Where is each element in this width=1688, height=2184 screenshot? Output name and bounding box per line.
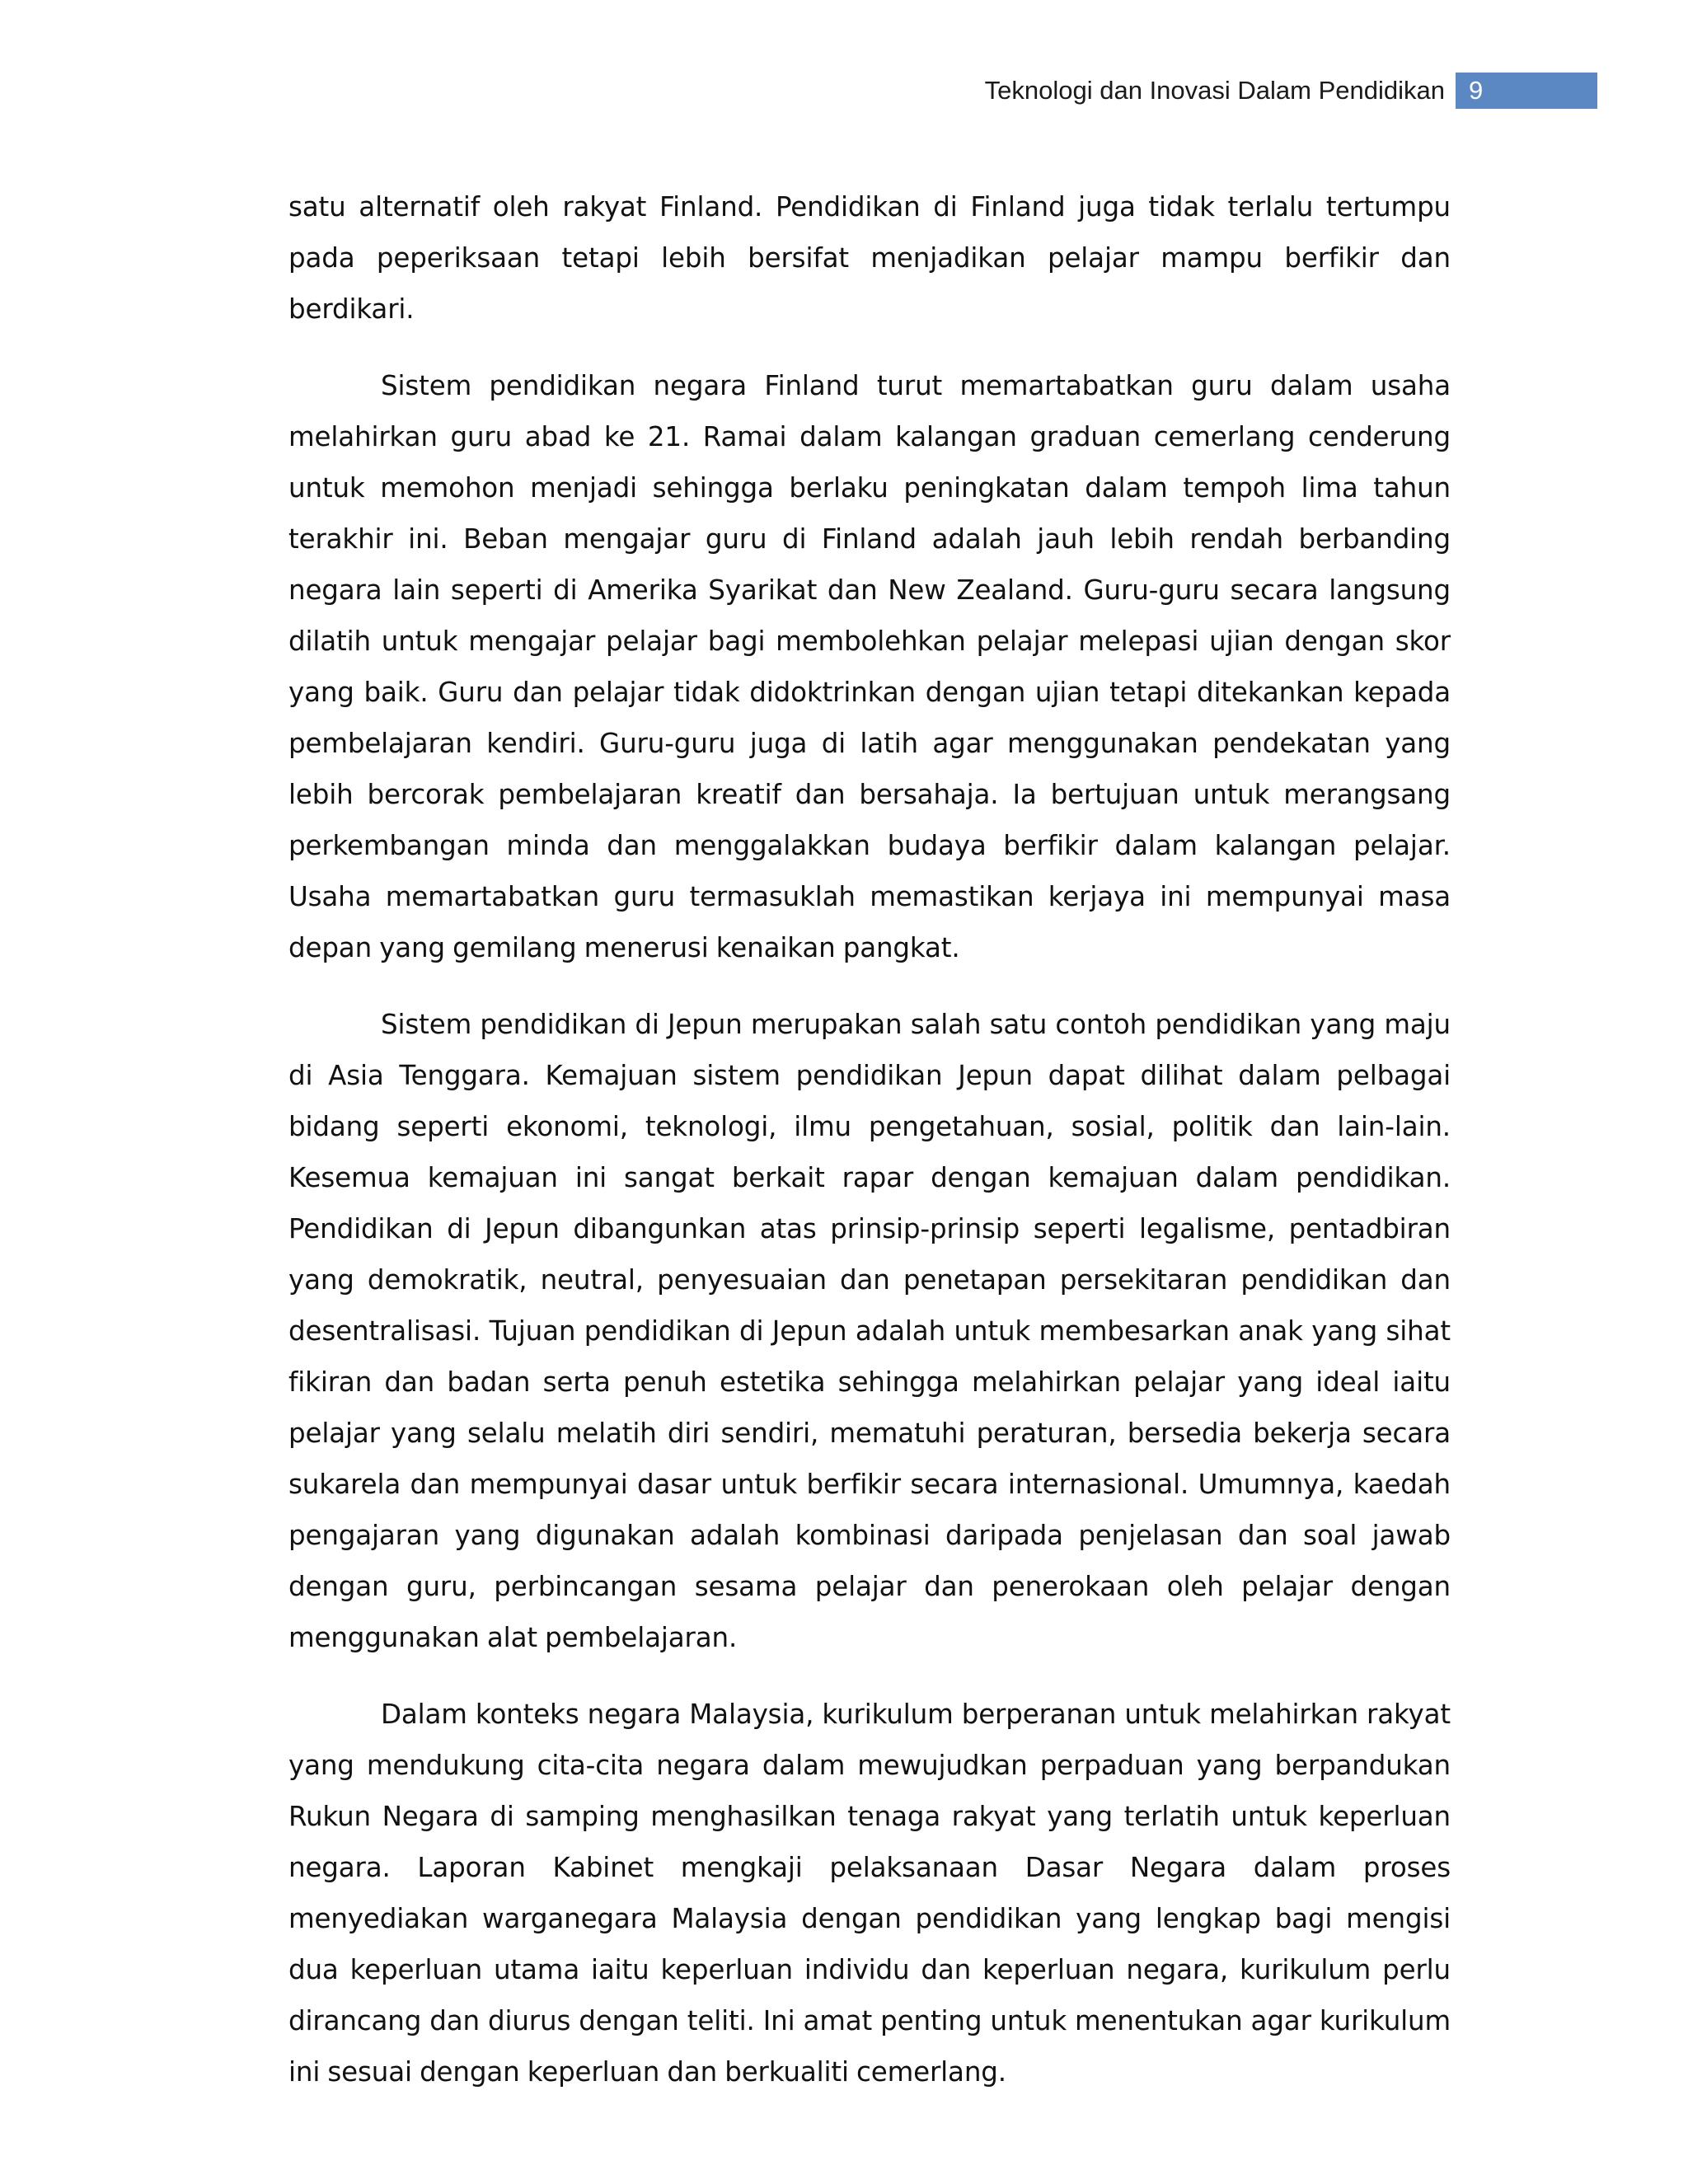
paragraph-finland-teachers: Sistem pendidikan negara Finland turut memartabatkan guru dalam usaha melahirkan guru abad ke 21. Ramai dalam kalangan graduan cemerlang cenderung untuk memohon menjadi sehingga berlaku peningkatan dalam tempoh lima tahun terakhir ini. Beban mengajar guru di Finland adalah jauh lebih rendah berbanding negara lain seperti di Amerika Syarikat dan New Zealand. Guru-guru secara langsung dilatih untuk mengajar pelajar bagi membolehkan pelajar melepasi ujian dengan skor yang baik. Guru dan pelajar tidak didoktrinkan dengan ujian tetapi ditekankan kepada pembelajaran kendiri. Guru-guru juga di latih agar menggunakan pendekatan yang lebih bercorak pembelajaran kreatif dan bersahaja. Ia bertujuan untuk merangsang perkembangan minda dan menggalakkan budaya berfikir dalam kalangan pelajar. Usaha memartabatkan guru termasuklah memastikan kerjaya ini mempunyai masa depan yang gemilang menerusi kenaikan pangkat. xyxy=(288,370,1451,963)
running-header-title: Teknologi dan Inovasi Dalam Pendidikan xyxy=(984,76,1445,105)
page-number-badge xyxy=(1456,73,1597,109)
document-body xyxy=(288,181,1451,2123)
page-header xyxy=(0,73,1688,109)
paragraph-finland-continued: satu alternatif oleh rakyat Finland. Pendidikan di Finland juga tidak terlalu tertumpu pada peperiksaan tetapi lebih bersifat menjadikan pelajar mampu berfikir dan berdikari. xyxy=(288,191,1451,325)
paragraph-malaysia-curriculum: Dalam konteks negara Malaysia, kurikulum berperanan untuk melahirkan rakyat yang mendukung cita-cita negara dalam mewujudkan perpaduan yang berpandukan Rukun Negara di samping menghasilkan tenaga rakyat yang terlatih untuk keperluan negara. Laporan Kabinet mengkaji pelaksanaan Dasar Negara dalam proses menyediakan warganegara Malaysia dengan pendidikan yang lengkap bagi mengisi dua keperluan utama iaitu keperluan individu dan keperluan negara, kurikulum perlu dirancang dan diurus dengan teliti. Ini amat penting untuk menentukan agar kurikulum ini sesuai dengan keperluan dan berkualiti cemerlang. xyxy=(288,1699,1451,2088)
paragraph-japan-education: Sistem pendidikan di Jepun merupakan salah satu contoh pendidikan yang maju di Asia Tenggara. Kemajuan sistem pendidikan Jepun dapat dilihat dalam pelbagai bidang seperti ekonomi, teknologi, ilmu pengetahuan, sosial, politik dan lain-lain. Kesemua kemajuan ini sangat berkait rapar dengan kemajuan dalam pendidikan. Pendidikan di Jepun dibangunkan atas prinsip-prinsip seperti legalisme, pentadbiran yang demokratik, neutral, penyesuaian dan penetapan persekitaran pendidikan dan desentralisasi. Tujuan pendidikan di Jepun adalah untuk membesarkan anak yang sihat fikiran dan badan serta penuh estetika sehingga melahirkan pelajar yang ideal iaitu pelajar yang selalu melatih diri sendiri, mematuhi peraturan, bersedia bekerja secara sukarela dan mempunyai dasar untuk berfikir secara internasional. Umumnya, kaedah pengajaran yang digunakan adalah kombinasi daripada penjelasan dan soal jawab dengan guru, perbincangan sesama pelajar dan penerokaan oleh pelajar dengan menggunakan alat pembelajaran. xyxy=(288,1009,1451,1653)
page-number: 9 xyxy=(1469,76,1484,105)
